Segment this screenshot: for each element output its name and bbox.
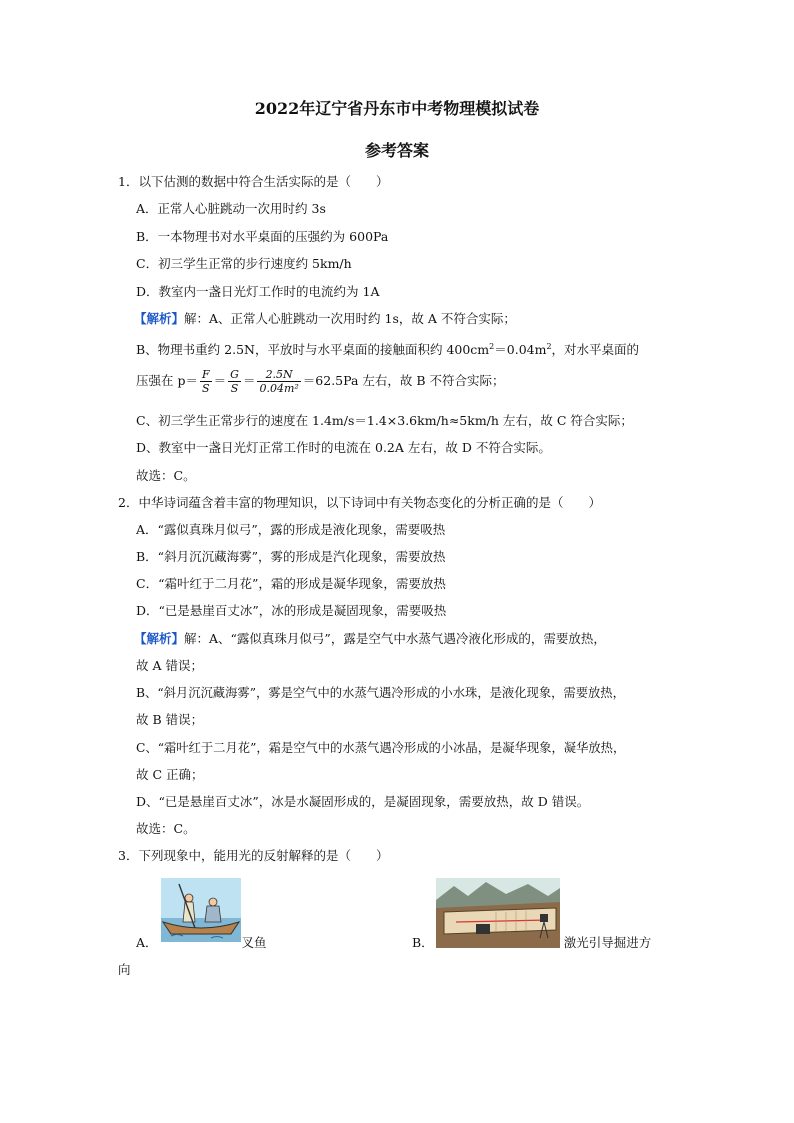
fraction-numerator: 2.5N [257,368,300,382]
question-2-answer: 故选：C。 [136,821,196,836]
analysis-tag: 【解析】 [134,311,185,326]
equals-sign: ＝ [242,373,256,388]
question-2-analysis-d: D、“已是悬崖百丈冰”，冰是水凝固形成的，是凝固现象，需要放热，故 D 错误。 [136,794,590,809]
analysis-text: 压强在 p＝ [136,373,198,388]
equals-sign: ＝ [213,373,227,388]
question-2-analysis-a-line2: 故 A 错误； [136,658,203,673]
analysis-text: ＝0.04m [494,342,547,358]
analysis-text: B、物理书重约 2.5N，平放时与水平桌面的接触面积约 400cm [136,342,490,358]
question-3-stem: 3．下列现象中，能用光的反射解释的是（ ） [118,848,389,863]
fraction-f-over-s [200,368,212,395]
document-subtitle: 参考答案 [364,141,429,160]
superscript: 2 [489,342,495,351]
question-2-option-d: D．“已是悬崖百丈冰”，冰的形成是凝固现象，需要吸热 [136,603,447,618]
option-label: B． [412,935,434,950]
document-title: 2022年辽宁省丹东市中考物理模拟试卷 [254,99,540,118]
question-2-analysis-b-line2: 故 B 错误； [136,712,204,727]
fraction-g-over-s [228,368,241,395]
question-1-answer: 故选：C。 [136,468,196,483]
question-1-analysis-d: D、教室中一盏日光灯正常工作时的电流在 0.2A 左右，故 D 不符合实际。 [136,440,551,455]
question-3-option-a [136,933,267,953]
question-1-option-d: D．教室内一盏日光灯工作时的电流约为 1A [136,284,380,299]
analysis-text: 解：A、“露似真珠月似弓”，露是空气中水蒸气遇冷液化形成的，需要放热， [184,631,606,646]
question-1-analysis-b-line1 [136,337,639,360]
question-3-option-b-continued: 向 [118,962,131,977]
fraction-denominator: S [230,382,239,395]
analysis-text: 解：A、正常人心脏跳动一次用时约 1s，故 A 不符合实际； [184,311,516,326]
question-2-option-c: C．“霜叶红于二月花”，霜的形成是凝华现象，需要放热 [136,576,446,591]
option-text: 激光引导掘进方 [563,935,652,950]
question-2-analysis-c-line2: 故 C 正确； [136,767,204,782]
question-2-analysis-b-line1: B、“斜月沉沉藏海雾”，雾是空气中的水蒸气遇冷形成的小水珠，是液化现象，需要放热， [136,686,625,700]
question-2-stem: 2．中华诗词蕴含着丰富的物理知识，以下诗词中有关物态变化的分析正确的是（ ） [118,495,601,510]
question-1-stem: 1．以下估测的数据中符合生活实际的是（ ） [118,174,389,189]
fraction-numerator: G [230,368,239,381]
question-1-option-a: A．正常人心脏跳动一次用时约 3s [136,201,326,216]
fraction-numerator: F [201,368,210,381]
analysis-tag: 【解析】 [134,631,185,646]
question-1-analysis-b-line2 [136,364,505,400]
question-2-analysis-a-line1 [134,629,606,649]
question-2-analysis-c-line1: C、“霜叶红于二月花”，霜是空气中的水蒸气遇冷形成的小冰晶，是凝华现象，凝华放热， [136,741,626,755]
analysis-text: ，对水平桌面的 [551,342,640,358]
question-1-option-b: B．一本物理书对水平桌面的压强约为 600Pa [136,229,389,244]
option-text: 叉鱼 [241,935,267,950]
option-label: A． [136,935,158,950]
question-1-analysis-a [134,309,516,329]
fraction-denominator: 0.04m² [259,382,299,395]
superscript: 2 [546,342,552,351]
question-2-option-a: A．“露似真珠月似弓”，露的形成是液化现象，需要吸热 [136,522,446,537]
question-1-analysis-c: C、初三学生正常步行的速度在 1.4m/s＝1.4×3.6km/h≈5km/h 左右，故 C 符合实际； [136,413,633,428]
fraction-value [257,368,300,395]
question-2-option-b: B．“斜月沉沉藏海雾”，雾的形成是汽化现象，需要放热 [136,549,446,564]
question-3-option-b [412,933,651,953]
analysis-text: ＝62.5Pa 左右，故 B 不符合实际； [302,373,505,388]
fraction-denominator: S [202,382,210,395]
question-1-option-c: C．初三学生正常的步行速度约 5km/h [136,256,352,271]
